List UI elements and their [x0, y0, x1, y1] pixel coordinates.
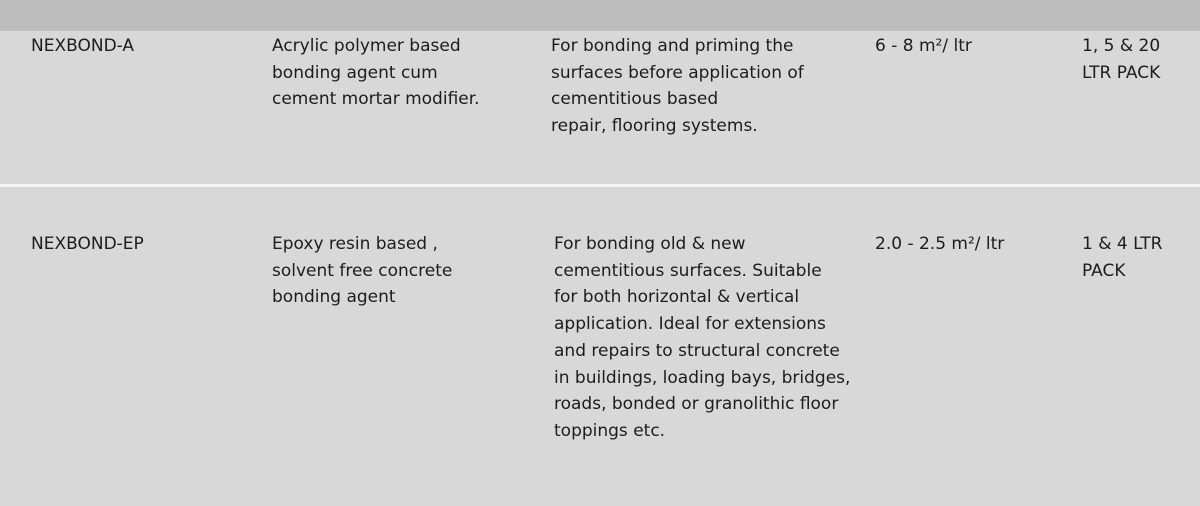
product-name: NEXBOND-EP — [31, 234, 144, 254]
product-name: NEXBOND-A — [31, 36, 135, 56]
table-header-band — [0, 0, 1200, 31]
product-coverage: 2.0 - 2.5 m²/ ltr — [875, 234, 1005, 254]
table-row-nexbond-ep — [0, 187, 1200, 506]
table-row-nexbond-a — [0, 31, 1200, 184]
product-packing: 1, 5 & 20 LTR PACK — [1082, 36, 1161, 83]
product-usage: For bonding old & new cementitious surfaces. Suitable for both horizontal & vertical application. Ideal for extensions and repairs to structural concrete in buildings, loading bays, bridges, roads, bonded or granolithic floor toppings etc. — [554, 234, 851, 441]
product-packing: 1 & 4 LTR PACK — [1082, 234, 1163, 281]
product-coverage: 6 - 8 m²/ ltr — [875, 36, 972, 56]
product-usage: For bonding and priming the surfaces before application of cementitious based repair, flooring systems. — [551, 36, 804, 137]
product-description: Acrylic polymer based bonding agent cum cement mortar modifier. — [272, 36, 480, 110]
product-description: Epoxy resin based , solvent free concrete bonding agent — [272, 234, 453, 308]
